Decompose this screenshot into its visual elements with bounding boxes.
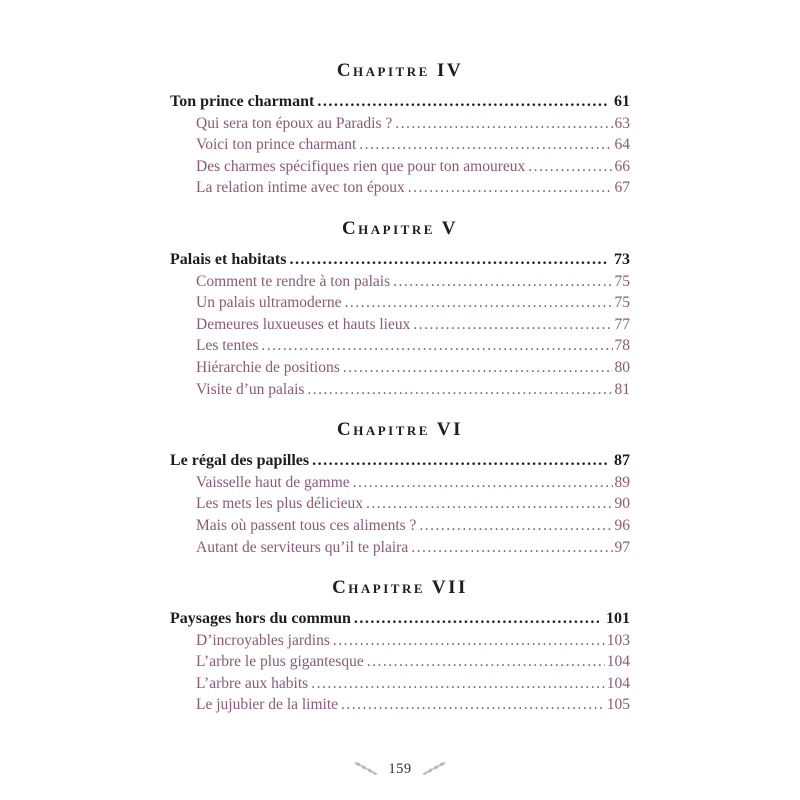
toc-entry-page: 90 — [614, 495, 630, 513]
chapter-heading: Chapitre V — [341, 217, 459, 239]
toc-entry — [170, 537, 630, 559]
toc-entry — [170, 292, 630, 314]
toc-entry-page: 87 — [614, 452, 630, 470]
chapter-heading: Chapitre VI — [337, 419, 463, 441]
chapter-section-6 — [170, 417, 630, 558]
toc-entry — [170, 673, 630, 695]
toc-entry — [170, 177, 630, 199]
toc-entry-page: 63 — [614, 114, 630, 132]
chapter-heading: Chapitre IV — [336, 60, 464, 81]
toc-entry — [170, 335, 630, 357]
dot-leader — [419, 515, 612, 537]
page-footer — [0, 760, 800, 778]
page-number: 159 — [388, 761, 412, 777]
dot-leader — [408, 177, 613, 199]
toc-entry — [170, 134, 630, 156]
toc-entry-label: Voici ton prince charmant — [196, 136, 357, 154]
toc-entry-page: 105 — [606, 696, 630, 714]
dot-leader — [261, 335, 612, 357]
table-of-contents — [170, 58, 630, 716]
dot-leader — [341, 694, 605, 716]
dot-leader — [307, 379, 612, 401]
dot-leader — [333, 630, 605, 652]
dot-leader — [289, 249, 607, 271]
dot-leader — [413, 314, 612, 336]
toc-entry-label: D’incroyables jardins — [196, 631, 330, 649]
dot-leader — [354, 608, 599, 630]
toc-entry-label: Visite d’un palais — [196, 380, 305, 398]
toc-entry-page: 66 — [614, 157, 630, 175]
toc-entry-label: Mais où passent tous ces aliments ? — [196, 516, 417, 534]
toc-entry-label: L’arbre le plus gigantesque — [196, 653, 364, 671]
toc-entry — [170, 651, 630, 673]
toc-entry-page: 96 — [614, 516, 630, 534]
toc-entry-page: 104 — [606, 674, 630, 692]
toc-entry-label: Comment te rendre à ton palais — [196, 272, 391, 290]
toc-entry-page: 81 — [614, 380, 630, 398]
dot-leader — [367, 651, 605, 673]
toc-entry — [170, 271, 630, 293]
dot-leader — [359, 134, 612, 156]
toc-entry — [170, 472, 630, 494]
toc-entry-label: Le jujubier de la limite — [196, 696, 339, 714]
dot-leader — [344, 292, 612, 314]
dot-leader — [311, 673, 605, 695]
toc-entry — [170, 694, 630, 716]
dot-leader — [393, 271, 612, 293]
dot-leader — [366, 493, 612, 515]
toc-entry-label: Autant de serviteurs qu’il te plaira — [196, 538, 409, 556]
toc-entry-page: 101 — [606, 610, 630, 628]
toc-entry-page: 80 — [614, 358, 630, 376]
dot-leader — [411, 537, 612, 559]
toc-entry-label: Qui sera ton époux au Paradis ? — [196, 114, 393, 132]
toc-entry-label: La relation intime avec ton époux — [196, 179, 405, 197]
toc-entry-page: 61 — [614, 93, 630, 110]
toc-entry — [170, 450, 630, 472]
toc-entry — [170, 357, 630, 379]
dot-leader — [528, 156, 612, 178]
toc-entry — [170, 91, 630, 113]
dot-leader — [343, 357, 613, 379]
toc-entry — [170, 249, 630, 271]
toc-entry — [170, 156, 630, 178]
toc-entry-page: 104 — [606, 653, 630, 671]
toc-entry — [170, 379, 630, 401]
toc-entry-page: 78 — [614, 337, 630, 355]
toc-entry-page: 73 — [614, 250, 630, 268]
toc-entry — [170, 608, 630, 630]
chapter-heading: Chapitre VII — [332, 577, 468, 599]
dot-leader — [395, 113, 612, 135]
toc-entry — [170, 314, 630, 336]
toc-entry-label: Les mets les plus délicieux — [196, 495, 364, 513]
dot-leader — [317, 91, 607, 113]
toc-entry — [170, 630, 630, 652]
toc-entry-page: 67 — [614, 179, 630, 197]
chapter-section-4 — [170, 58, 630, 199]
toc-entry-label: Le régal des papilles — [170, 452, 310, 470]
toc-entry-label: Vaisselle haut de gamme — [196, 473, 350, 491]
toc-entry-page: 77 — [614, 315, 630, 333]
chapter-section-5 — [170, 216, 630, 400]
toc-entry-label: Paysages hors du commun — [170, 610, 351, 628]
toc-entry-page: 103 — [606, 631, 630, 649]
leaf-sprig-right-icon — [421, 761, 447, 777]
toc-entry-label: Palais et habitats — [170, 250, 287, 268]
toc-entry-label: Les tentes — [196, 337, 259, 355]
toc-entry-page: 75 — [614, 294, 630, 312]
toc-entry — [170, 113, 630, 135]
toc-entry-label: Ton prince charmant — [170, 93, 315, 110]
toc-entry — [170, 493, 630, 515]
toc-entry-page: 89 — [614, 473, 630, 491]
toc-entry-label: Un palais ultramoderne — [196, 294, 342, 312]
toc-entry-page: 64 — [614, 136, 630, 154]
toc-entry-label: L’arbre aux habits — [196, 674, 309, 692]
toc-entry-page: 75 — [614, 272, 630, 290]
chapter-section-7 — [170, 575, 630, 716]
leaf-sprig-left-icon — [353, 761, 379, 777]
toc-entry-label: Des charmes spécifiques rien que pour ton amoureux — [196, 157, 526, 175]
dot-leader — [353, 472, 613, 494]
dot-leader — [312, 450, 607, 472]
toc-entry — [170, 515, 630, 537]
toc-entry-page: 97 — [614, 538, 630, 556]
toc-entry-label: Hiérarchie de positions — [196, 358, 340, 376]
toc-entry-label: Demeures luxueuses et hauts lieux — [196, 315, 411, 333]
